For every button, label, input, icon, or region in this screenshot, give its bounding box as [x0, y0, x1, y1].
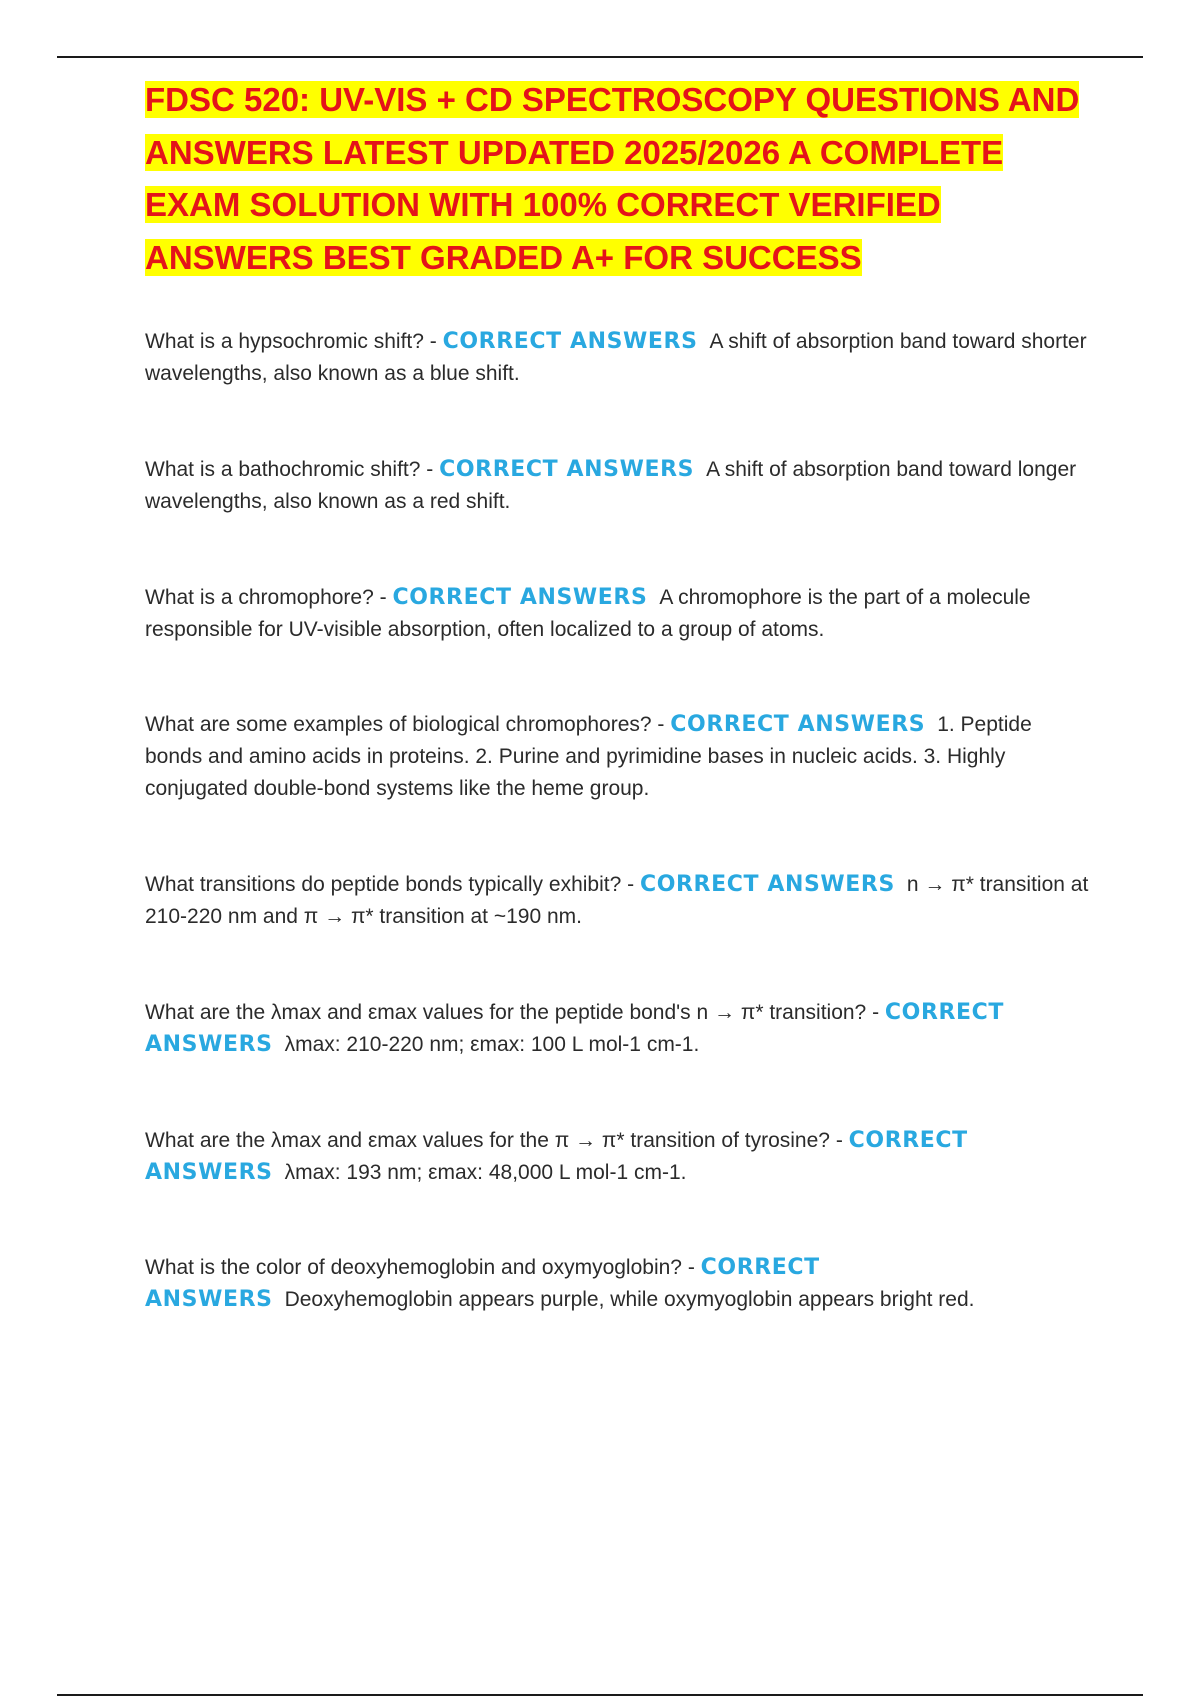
question-text: What are some examples of biological chromophores?: [145, 713, 652, 736]
qa-item-2: [145, 454, 1090, 518]
title-highlight: FDSC 520: UV-VIS + CD SPECTROSCOPY QUESTIONS AND ANSWERS LATEST UPDATED 2025/2026 A COMPLETE EXAM SOLUTION WITH 100% CORRECT VERIFIED ANSWERS BEST GRADED A+ FOR SUCCESS: [145, 81, 1080, 276]
qa-item-1: [145, 326, 1090, 390]
question-text: What are the λmax and εmax values for the π → π* transition of tyrosine?: [145, 1129, 830, 1152]
answer-text: n → π* transition at 210-220 nm and π → π* transition at ~190 nm.: [145, 873, 1089, 928]
answer-text: A chromophore is the part of a molecule responsible for UV-visible absorption, often localized to a group of atoms.: [145, 586, 1031, 641]
question-text: What is the color of deoxyhemoglobin and oxymyoglobin?: [145, 1256, 682, 1279]
correct-answers-label: CORRECT ANSWERS: [145, 1000, 1005, 1057]
answer-text: 1. Peptide bonds and amino acids in proteins. 2. Purine and pyrimidine bases in nucleic acids. 3. Highly conjugated double-bond systems like the heme group.: [145, 713, 1032, 800]
question-text: What is a bathochromic shift?: [145, 458, 421, 481]
correct-answers-label: CORRECT ANSWERS: [639, 872, 895, 897]
correct-answers-label: CORRECT ANSWERS: [442, 329, 698, 354]
document-title: [145, 74, 1105, 284]
answer-text: A shift of absorption band toward shorter wavelengths, also known as a blue shift.: [145, 330, 1087, 385]
separator: -: [621, 873, 640, 896]
qa-item-8: [145, 1252, 1090, 1316]
separator: -: [829, 1129, 849, 1152]
qa-item-7: [145, 1125, 1090, 1189]
top-rule: [57, 56, 1143, 58]
answer-text: λmax: 210-220 nm; εmax: 100 L mol-1 cm-1.: [284, 1033, 700, 1056]
separator: -: [681, 1256, 701, 1279]
separator: -: [420, 458, 440, 481]
bottom-rule: [57, 1694, 1143, 1696]
correct-answers-label: CORRECT ANSWERS: [145, 1255, 820, 1312]
question-text: What is a hypsochromic shift?: [145, 330, 424, 353]
separator: -: [651, 713, 671, 736]
separator: -: [423, 330, 443, 353]
answer-text: λmax: 193 nm; εmax: 48,000 L mol-1 cm-1.: [284, 1161, 687, 1184]
qa-item-6: [145, 997, 1090, 1061]
qa-item-5: [145, 869, 1090, 933]
question-text: What transitions do peptide bonds typically exhibit?: [145, 873, 622, 896]
answer-text: A shift of absorption band toward longer wavelengths, also known as a red shift.: [145, 458, 1077, 513]
question-text: What are the λmax and εmax values for the peptide bond's n → π* transition?: [145, 1001, 867, 1024]
correct-answers-label: CORRECT ANSWERS: [145, 1128, 968, 1185]
correct-answers-label: CORRECT ANSWERS: [439, 457, 695, 482]
correct-answers-label: CORRECT ANSWERS: [392, 585, 648, 610]
answer-text: Deoxyhemoglobin appears purple, while oxymyoglobin appears bright red.: [284, 1288, 975, 1311]
separator: -: [866, 1001, 885, 1024]
separator: -: [373, 586, 393, 609]
qa-item-4: [145, 709, 1090, 805]
question-text: What is a chromophore?: [145, 586, 374, 609]
correct-answers-label: CORRECT ANSWERS: [670, 712, 926, 737]
qa-item-3: [145, 582, 1090, 646]
